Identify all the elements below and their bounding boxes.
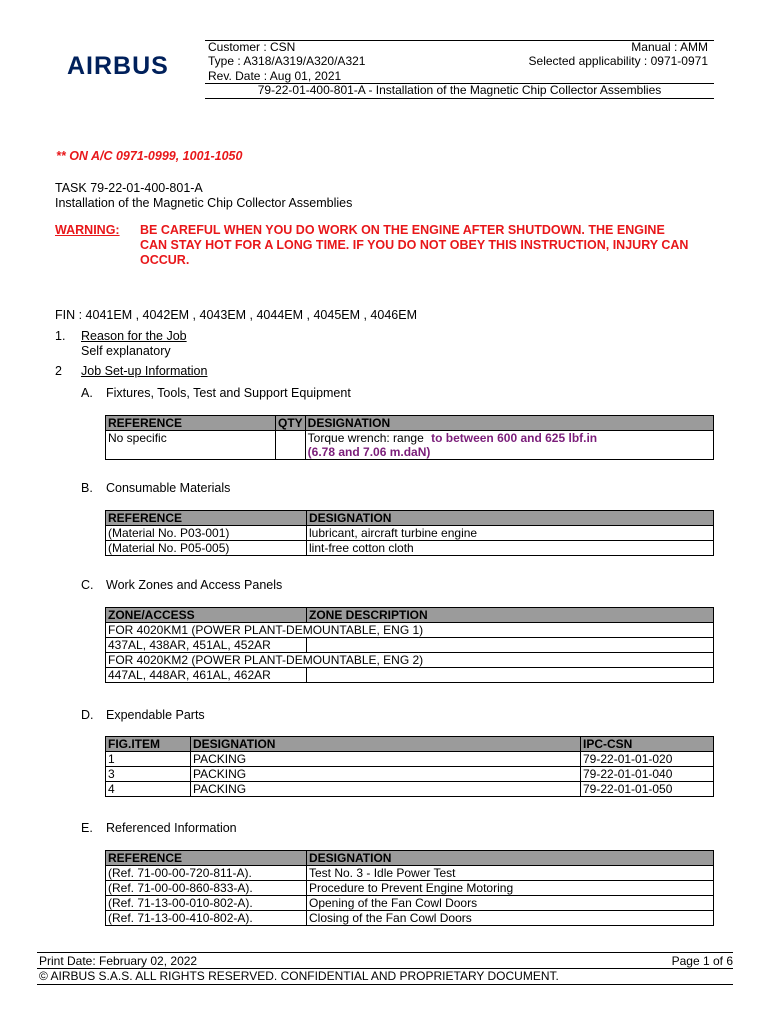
table-header-row	[106, 737, 714, 752]
footer-top-rule	[37, 952, 733, 953]
table-row	[106, 866, 714, 881]
fin-list: FIN : 4041EM , 4042EM , 4043EM , 4044EM , 4045EM , 4046EM	[55, 308, 417, 322]
table-header-cell: REFERENCE	[106, 416, 276, 431]
footer-page-number: Page 1 of 6	[671, 954, 733, 968]
consumables-table	[105, 510, 714, 556]
table-cell: 4	[106, 782, 191, 797]
header-customer: Customer : CSN	[208, 40, 296, 54]
table-cell: 437AL, 438AR, 451AL, 452AR	[106, 638, 307, 653]
table-header-cell: REFERENCE	[106, 851, 307, 866]
subsection-c-title: Work Zones and Access Panels	[106, 578, 283, 592]
table-row	[106, 541, 714, 556]
table-cell: Closing of the Fan Cowl Doors	[307, 911, 714, 926]
subsection-d-title: Expendable Parts	[106, 708, 205, 722]
table-cell: PACKING	[191, 767, 581, 782]
table-cell: 447AL, 448AR, 461AL, 462AR	[106, 668, 307, 683]
warning-line-1: BE CAREFUL WHEN YOU DO WORK ON THE ENGINE AFTER SHUTDOWN. THE ENGINE	[140, 223, 665, 237]
table-cell	[276, 431, 306, 460]
subsection-d-label: D.	[81, 708, 94, 722]
table-cell: (Ref. 71-00-00-860-833-A).	[106, 881, 307, 896]
table-row	[106, 668, 714, 683]
work-zones-table	[105, 607, 714, 683]
header-applicability: Selected applicability : 0971-0971	[528, 54, 708, 68]
table-cell: FOR 4020KM1 (POWER PLANT-DEMOUNTABLE, ENG 1)	[106, 623, 714, 638]
table-cell	[307, 668, 714, 683]
table-header-cell: ZONE DESCRIPTION	[307, 608, 714, 623]
header-rev-date: Rev. Date : Aug 01, 2021	[208, 69, 342, 83]
footer-print-date: Print Date: February 02, 2022	[39, 954, 198, 968]
airbus-logo: AIRBUS	[67, 52, 169, 80]
table-row	[106, 526, 714, 541]
warning-line-2: CAN STAY HOT FOR A LONG TIME. IF YOU DO NOT OBEY THIS INSTRUCTION, INJURY CAN	[140, 238, 689, 252]
table-header-cell: DESIGNATION	[307, 851, 714, 866]
table-row	[106, 881, 714, 896]
expendable-parts-table	[105, 736, 714, 797]
table-row	[106, 782, 714, 797]
torque-range-value: to between 600 and 625 lbf.in	[431, 431, 598, 445]
header-row-3	[208, 69, 708, 83]
header-row-2	[208, 54, 708, 68]
table-header-cell: QTY	[276, 416, 306, 431]
header-manual: Manual : AMM	[631, 40, 708, 54]
table-cell: (Ref. 71-13-00-010-802-A).	[106, 896, 307, 911]
table-header-cell: REFERENCE	[106, 511, 307, 526]
subsection-b-label: B.	[81, 481, 93, 495]
section-2-title: Job Set-up Information	[81, 364, 208, 378]
table-header-cell: FIG.ITEM	[106, 737, 191, 752]
table-cell: (Ref. 71-00-00-720-811-A).	[106, 866, 307, 881]
table-row	[106, 752, 714, 767]
referenced-info-table	[105, 850, 714, 926]
table-cell: 1	[106, 752, 191, 767]
table-header-cell: IPC-CSN	[581, 737, 714, 752]
subsection-c-label: C.	[81, 578, 94, 592]
tools-table	[105, 415, 714, 460]
task-title: Installation of the Magnetic Chip Collector Assemblies	[55, 196, 353, 210]
table-header-row	[106, 608, 714, 623]
table-row	[106, 911, 714, 926]
table-header-row	[106, 851, 714, 866]
footer-row-1	[39, 954, 733, 968]
table-cell: FOR 4020KM2 (POWER PLANT-DEMOUNTABLE, ENG 2)	[106, 653, 714, 668]
table-header-cell: DESIGNATION	[307, 511, 714, 526]
table-cell: 79-22-01-01-020	[581, 752, 714, 767]
table-cell: Test No. 3 - Idle Power Test	[307, 866, 714, 881]
table-cell: lint-free cotton cloth	[307, 541, 714, 556]
table-header-row	[106, 416, 714, 431]
subsection-a-title: Fixtures, Tools, Test and Support Equipment	[106, 386, 351, 400]
effectivity-note: ** ON A/C 0971-0999, 1001-1050	[56, 149, 243, 163]
footer-copyright: © AIRBUS S.A.S. ALL RIGHTS RESERVED. CONFIDENTIAL AND PROPRIETARY DOCUMENT.	[39, 969, 559, 983]
subsection-b-title: Consumable Materials	[106, 481, 231, 495]
table-cell	[307, 638, 714, 653]
section-2-number: 2	[55, 364, 62, 378]
table-header-cell: DESIGNATION	[191, 737, 581, 752]
table-cell: 3	[106, 767, 191, 782]
table-cell: PACKING	[191, 752, 581, 767]
header-task-title: 79-22-01-400-801-A - Installation of the Magnetic Chip Collector Assemblies	[257, 83, 662, 97]
table-cell: Opening of the Fan Cowl Doors	[307, 896, 714, 911]
table-row	[106, 431, 714, 460]
table-cell: lubricant, aircraft turbine engine	[307, 526, 714, 541]
header-bottom-rule	[205, 98, 714, 99]
table-cell: No specific	[106, 431, 276, 460]
warning-label: WARNING:	[55, 223, 120, 237]
subsection-e-label: E.	[81, 821, 93, 835]
subsection-e-title: Referenced Information	[106, 821, 237, 835]
table-cell: (Material No. P03-001)	[106, 526, 307, 541]
subsection-a-label: A.	[81, 386, 93, 400]
table-row	[106, 653, 714, 668]
table-header-cell: DESIGNATION	[305, 416, 713, 431]
header-type: Type : A318/A319/A320/A321	[208, 54, 366, 68]
torque-range-metric: (6.78 and 7.06 m.daN)	[307, 445, 431, 459]
table-cell: (Ref. 71-13-00-410-802-A).	[106, 911, 307, 926]
table-cell: Procedure to Prevent Engine Motoring	[307, 881, 714, 896]
table-cell: 79-22-01-01-050	[581, 782, 714, 797]
table-header-row	[106, 511, 714, 526]
table-header-cell: ZONE/ACCESS	[106, 608, 307, 623]
section-1-title: Reason for the Job	[81, 329, 187, 343]
table-cell: PACKING	[191, 782, 581, 797]
section-1-text: Self explanatory	[81, 344, 171, 358]
table-cell: 79-22-01-01-040	[581, 767, 714, 782]
footer-bottom-rule	[37, 984, 733, 985]
table-row	[106, 623, 714, 638]
table-cell	[305, 431, 713, 460]
table-row	[106, 638, 714, 653]
header-row-1	[208, 40, 708, 54]
section-1-number: 1.	[55, 329, 66, 343]
table-cell: (Material No. P05-005)	[106, 541, 307, 556]
task-number: TASK 79-22-01-400-801-A	[55, 181, 203, 195]
table-row	[106, 767, 714, 782]
torque-range-prefix: Torque wrench: range	[307, 431, 424, 445]
table-row	[106, 896, 714, 911]
warning-line-3: OCCUR.	[140, 253, 190, 267]
